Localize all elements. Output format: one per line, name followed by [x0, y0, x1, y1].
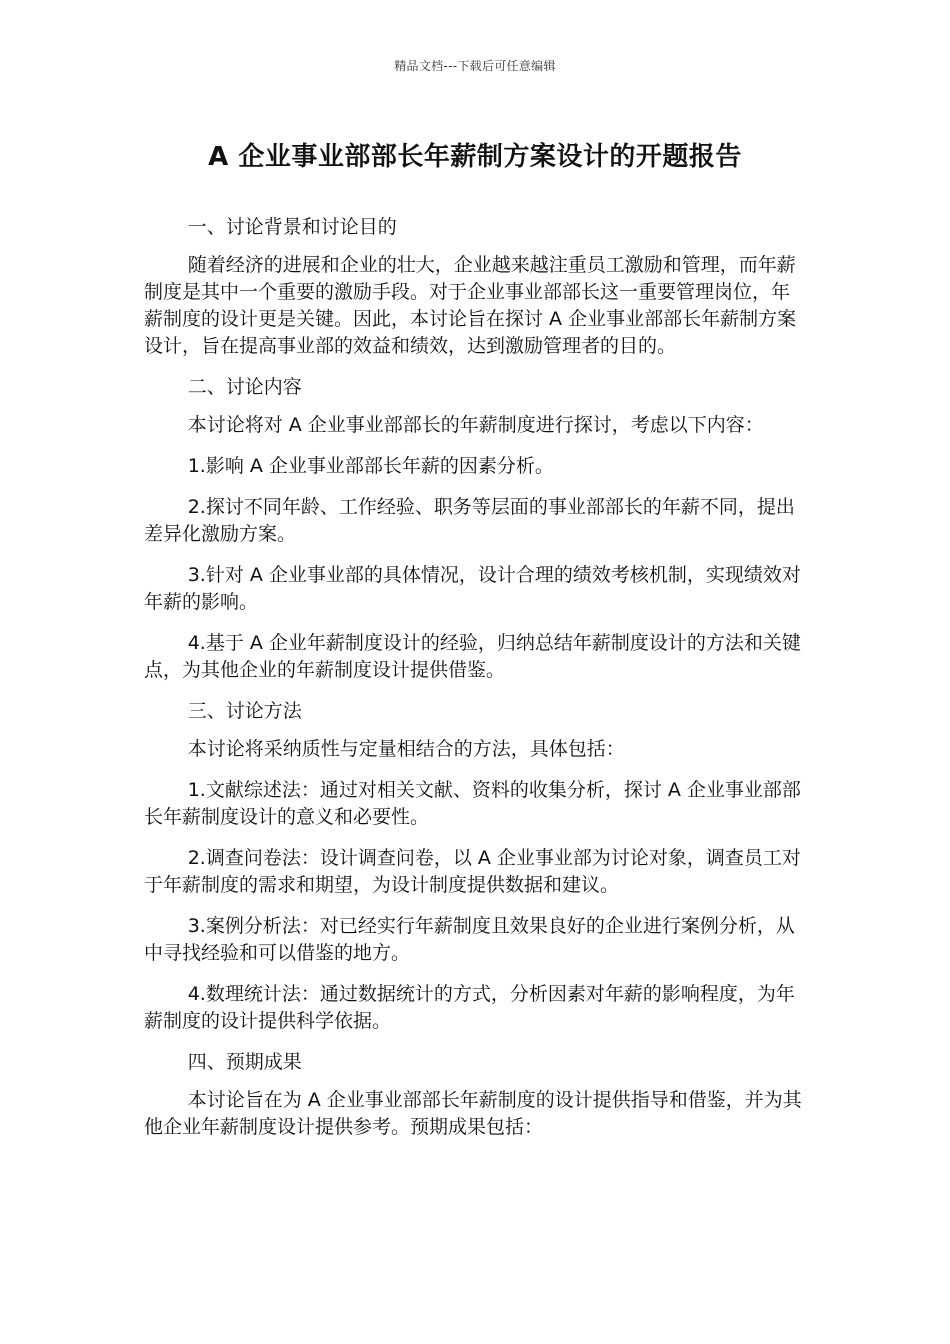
list-item-content-1: 1.影响 A 企业事业部部长年薪的因素分析。	[187, 455, 554, 477]
document-body	[144, 214, 802, 1155]
list-item-content-3: 3.针对 A 企业事业部的具体情况，设计合理的绩效考核机制，实现绩效对年薪的影响。	[144, 564, 801, 613]
list-item-methods-4: 4.数理统计法：通过数据统计的方式，分析因素对年薪的影响程度，为年薪制度的设计提供科学依据。	[144, 983, 795, 1032]
list-item-methods-3: 3.案例分析法：对已经实行年薪制度且效果良好的企业进行案例分析，从中寻找经验和可以借鉴的地方。	[144, 915, 795, 964]
list-item-content-2: 2.探讨不同年龄、工作经验、职务等层面的事业部部长的年薪不同，提出差异化激励方案。	[144, 496, 795, 545]
section-heading-content: 二、讨论内容	[187, 376, 302, 398]
paragraph-content-intro: 本讨论将对 A 企业事业部部长的年薪制度进行探讨，考虑以下内容：	[187, 414, 764, 436]
list-item-methods-2: 2.调查问卷法：设计调查问卷，以 A 企业事业部为讨论对象，调查员工对于年薪制度的需求和期望，为设计制度提供数据和建议。	[144, 847, 801, 896]
section-heading-methods: 三、讨论方法	[187, 700, 302, 722]
section-heading-outcomes: 四、预期成果	[187, 1051, 302, 1073]
page-header: 精品文档---下载后可任意编辑	[394, 59, 556, 73]
paragraph-background: 随着经济的进展和企业的壮大，企业越来越注重员工激励和管理，而年薪制度是其中一个重要的激励手段。对于企业事业部部长这一重要管理岗位，年薪制度的设计更是关键。因此，本讨论旨在探讨 A 企业事业部部长年薪制方案设计，旨在提高事业部的效益和绩效，达到激励管理者的目的。	[144, 254, 797, 357]
section-heading-background: 一、讨论背景和讨论目的	[187, 216, 397, 238]
document-title: A 企业事业部部长年薪制方案设计的开题报告	[208, 142, 742, 172]
paragraph-outcomes: 本讨论旨在为 A 企业事业部部长年薪制度的设计提供指导和借鉴，并为其他企业年薪制度设计提供参考。预期成果包括：	[144, 1089, 802, 1138]
list-item-content-4: 4.基于 A 企业年薪制度设计的经验，归纳总结年薪制度设计的方法和关键点，为其他企业的年薪制度设计提供借鉴。	[144, 632, 801, 681]
list-item-methods-1: 1.文献综述法：通过对相关文献、资料的收集分析，探讨 A 企业事业部部长年薪制度设计的意义和必要性。	[144, 779, 801, 828]
paragraph-methods-intro: 本讨论将采纳质性与定量相结合的方法，具体包括：	[187, 738, 625, 760]
